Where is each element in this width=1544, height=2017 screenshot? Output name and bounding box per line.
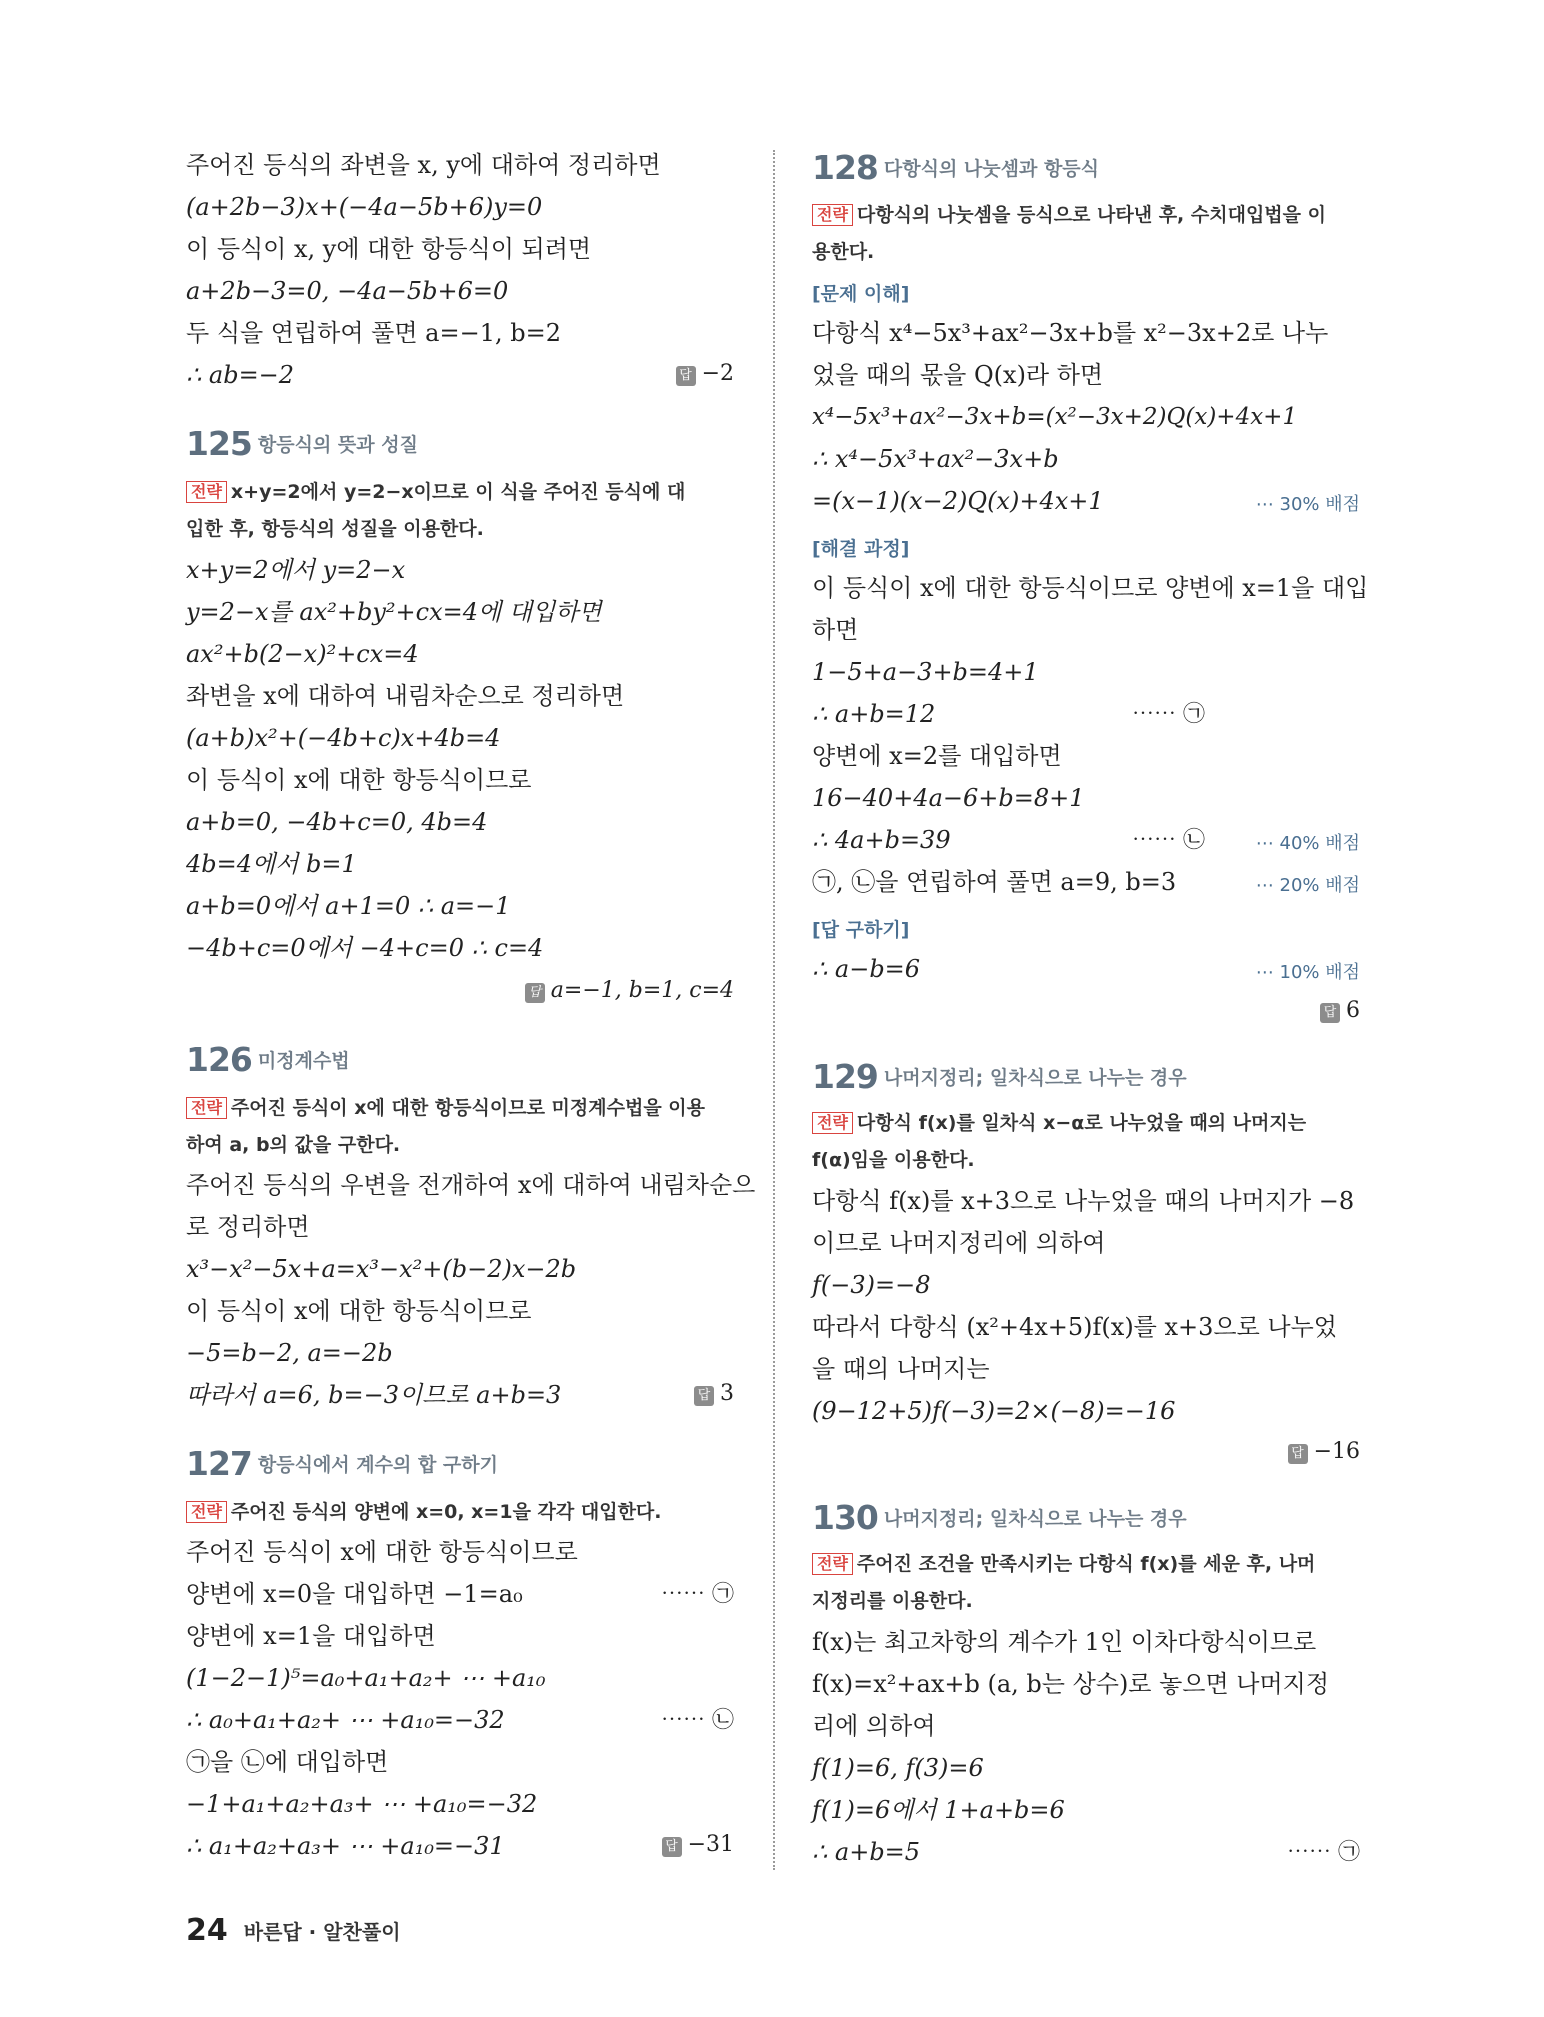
math-line: f(−3)=−8 [812,1271,931,1299]
equation-marker: ⋯⋯ ㉡ [661,1708,734,1733]
math-line: ∴ x⁴−5x³+ax²−3x+b [812,445,1059,473]
problem-title: 미정계수법 [257,1050,350,1072]
answer-value: 3 [720,1381,734,1406]
problem-header-130 [812,1498,1187,1537]
math-line: a+b=0, −4b+c=0, 4b=4 [186,808,488,836]
strategy-line: 입한 후, 항등식의 성질을 이용한다. [186,518,484,540]
text-line: 이므로 나머지정리에 의하여 [812,1229,1106,1257]
math-line: −4b+c=0에서 −4+c=0 ∴ c=4 [186,934,544,962]
text-line: 을 때의 나머지는 [812,1355,990,1383]
answer [1288,1439,1360,1464]
strategy-line: 다항식 f(x)를 일차식 x−α로 나누었을 때의 나머지는 [856,1112,1307,1134]
text-line: f(x)는 최고차항의 계수가 1인 이차다항식이므로 [812,1628,1317,1656]
problem-header-126 [186,1040,350,1079]
answer [676,361,734,386]
problem-header-125 [186,424,418,463]
equation-marker: ⋯⋯ ㉠ [661,1582,734,1607]
strategy-badge: 전략 [812,1553,853,1575]
strategy-box [812,1546,1360,1620]
equation-marker: ⋯⋯ ㉠ [1132,702,1205,727]
book-title: 바른답 · 알찬풀이 [243,1920,401,1944]
page-number: 24 [186,1913,228,1948]
math-line: x³−x²−5x+a=x³−x²+(b−2)x−2b [186,1255,577,1283]
problem-header-129 [812,1057,1187,1096]
strategy-line: 하여 a, b의 값을 구한다. [186,1134,401,1156]
problem-header-128 [812,148,1099,187]
equation-marker: ⋯⋯ ㉠ [1287,1840,1360,1865]
problem-title: 다항식의 나눗셈과 항등식 [883,158,1100,180]
problem-number: 126 [186,1040,252,1079]
text-line: 다항식 f(x)를 x+3으로 나누었을 때의 나머지가 −8 [812,1187,1355,1215]
strategy-line: 용한다. [812,241,875,263]
problem-number: 130 [812,1498,878,1537]
answer [525,978,734,1003]
math-line: f(1)=6에서 1+a+b=6 [812,1796,1065,1824]
math-line: x+y=2에서 y=2−x [186,556,406,584]
score-note: ⋯ 40% 배점 [1255,833,1360,854]
column-divider [773,150,775,1870]
strategy-box [812,197,1360,271]
strategy-badge: 전략 [186,1097,227,1119]
strategy-line: 다항식의 나눗셈을 등식으로 나타낸 후, 수치대입법을 이 [856,204,1326,226]
answer [662,1832,734,1857]
problem-title: 나머지정리; 일차식으로 나누는 경우 [883,1508,1187,1530]
text-line: ㉠, ㉡을 연립하여 풀면 a=9, b=3 [812,868,1177,896]
math-line: y=2−x를 ax²+by²+cx=4에 대입하면 [186,598,602,626]
score-note: ⋯ 30% 배점 [1255,494,1360,515]
text-line: ㉠을 ㉡에 대입하면 [186,1748,389,1776]
answer-icon: 답 [1320,1003,1340,1023]
text-line: 주어진 등식의 우변을 전개하여 x에 대하여 내림차순으 [186,1171,756,1199]
math-line: (a+2b−3)x+(−4a−5b+6)y=0 [186,193,543,221]
answer-value: 6 [1346,998,1360,1023]
problem-title: 나머지정리; 일차식으로 나누는 경우 [883,1067,1187,1089]
math-line: −5=b−2, a=−2b [186,1339,393,1367]
problem-number: 128 [812,148,878,187]
math-line: a+2b−3=0, −4a−5b+6=0 [186,277,509,305]
math-line: ∴ ab=−2 [186,361,295,389]
strategy-box [812,1105,1360,1179]
text-line: 좌변을 x에 대하여 내림차순으로 정리하면 [186,682,625,710]
strategy-line: f(α)임을 이용한다. [812,1149,975,1171]
text-line: 리에 의하여 [812,1712,936,1740]
strategy-badge: 전략 [186,481,227,503]
text-line: 양변에 x=0을 대입하면 −1=a₀ [186,1580,523,1608]
math-line: x⁴−5x³+ax²−3x+b=(x²−3x+2)Q(x)+4x+1 [812,404,1298,430]
score-note: ⋯ 20% 배점 [1255,875,1360,896]
math-line: ∴ a₀+a₁+a₂+ ⋯ +a₁₀=−32 [186,1706,505,1734]
math-line: 1−5+a−3+b=4+1 [812,658,1039,686]
answer [1320,998,1360,1023]
problem-number: 125 [186,424,252,463]
equation-marker: ⋯⋯ ㉡ [1132,828,1205,853]
math-line: ∴ a₁+a₂+a₃+ ⋯ +a₁₀=−31 [186,1832,505,1860]
math-line: ∴ 4a+b=39 [812,826,951,854]
text-line: 양변에 x=2를 대입하면 [812,742,1062,770]
math-line: (a+b)x²+(−4b+c)x+4b=4 [186,724,501,752]
text-line: f(x)=x²+ax+b (a, b는 상수)로 놓으면 나머지정 [812,1670,1330,1698]
answer-value: −31 [687,1832,734,1857]
strategy-line: 지정리를 이용한다. [812,1590,973,1612]
strategy-box [186,1090,734,1164]
text-line: 다항식 x⁴−5x³+ax²−3x+b를 x²−3x+2로 나누 [812,319,1329,347]
text-line: 이 등식이 x에 대한 항등식이므로 [186,1297,532,1325]
answer-icon: 답 [1288,1444,1308,1464]
math-line: f(1)=6, f(3)=6 [812,1754,984,1782]
answer-value: −16 [1313,1439,1360,1464]
answer-icon: 답 [676,366,696,386]
answer-icon: 답 [525,983,545,1003]
text-line: 이 등식이 x에 대한 항등식이므로 [186,766,532,794]
text-line: 주어진 등식이 x에 대한 항등식이므로 [186,1538,578,1566]
strategy-box [186,1494,734,1531]
strategy-line: x+y=2에서 y=2−x이므로 이 식을 주어진 등식에 대 [230,481,686,503]
math-line: ∴ a+b=12 [812,700,936,728]
text-line: 었을 때의 몫을 Q(x)라 하면 [812,361,1104,389]
answer-value: a=−1, b=1, c=4 [550,978,734,1003]
answer-icon: 답 [662,1837,682,1857]
math-line: 따라서 a=6, b=−3이므로 a+b=3 [186,1381,562,1409]
strategy-line: 주어진 등식이 x에 대한 항등식이므로 미정계수법을 이용 [230,1097,706,1119]
strategy-box [186,474,734,548]
text-line: 양변에 x=1을 대입하면 [186,1622,436,1650]
answer [694,1381,734,1406]
math-line: a+b=0에서 a+1=0 ∴ a=−1 [186,892,511,920]
text-line: 따라서 다항식 (x²+4x+5)f(x)를 x+3으로 나누었 [812,1313,1337,1341]
answer-value: −2 [701,361,734,386]
strategy-badge: 전략 [812,1112,853,1134]
text-line: 이 등식이 x, y에 대한 항등식이 되려면 [186,235,592,263]
text-line: 주어진 등식의 좌변을 x, y에 대하여 정리하면 [186,151,661,179]
section-label: [답 구하기] [812,919,910,941]
strategy-badge: 전략 [186,1501,227,1523]
math-line: =(x−1)(x−2)Q(x)+4x+1 [812,487,1104,515]
math-line: (9−12+5)f(−3)=2×(−8)=−16 [812,1397,1176,1425]
problem-title: 항등식에서 계수의 합 구하기 [257,1454,498,1476]
section-label: [문제 이해] [812,283,910,305]
problem-number: 129 [812,1057,878,1096]
math-line: −1+a₁+a₂+a₃+ ⋯ +a₁₀=−32 [186,1790,538,1818]
text-line: 이 등식이 x에 대한 항등식이므로 양변에 x=1을 대입 [812,574,1369,602]
page-footer [186,1913,401,1948]
section-label: [해결 과정] [812,538,910,560]
problem-number: 127 [186,1444,252,1483]
score-note: ⋯ 10% 배점 [1255,962,1360,983]
math-line: ∴ a−b=6 [812,955,921,983]
math-line: ∴ a+b=5 [812,1838,921,1866]
math-line: 4b=4에서 b=1 [186,850,357,878]
math-line: ax²+b(2−x)²+cx=4 [186,640,419,668]
text-line: 로 정리하면 [186,1213,310,1241]
math-line: (1−2−1)⁵=a₀+a₁+a₂+ ⋯ +a₁₀ [186,1664,546,1692]
answer-icon: 답 [694,1386,714,1406]
math-line: 16−40+4a−6+b=8+1 [812,784,1085,812]
strategy-line: 주어진 등식의 양변에 x=0, x=1을 각각 대입한다. [230,1501,662,1523]
text-line: 두 식을 연립하여 풀면 a=−1, b=2 [186,319,561,347]
strategy-line: 주어진 조건을 만족시키는 다항식 f(x)를 세운 후, 나머 [856,1553,1316,1575]
problem-title: 항등식의 뜻과 성질 [257,434,418,456]
problem-header-127 [186,1444,498,1483]
strategy-badge: 전략 [812,204,853,226]
text-line: 하면 [812,616,859,644]
